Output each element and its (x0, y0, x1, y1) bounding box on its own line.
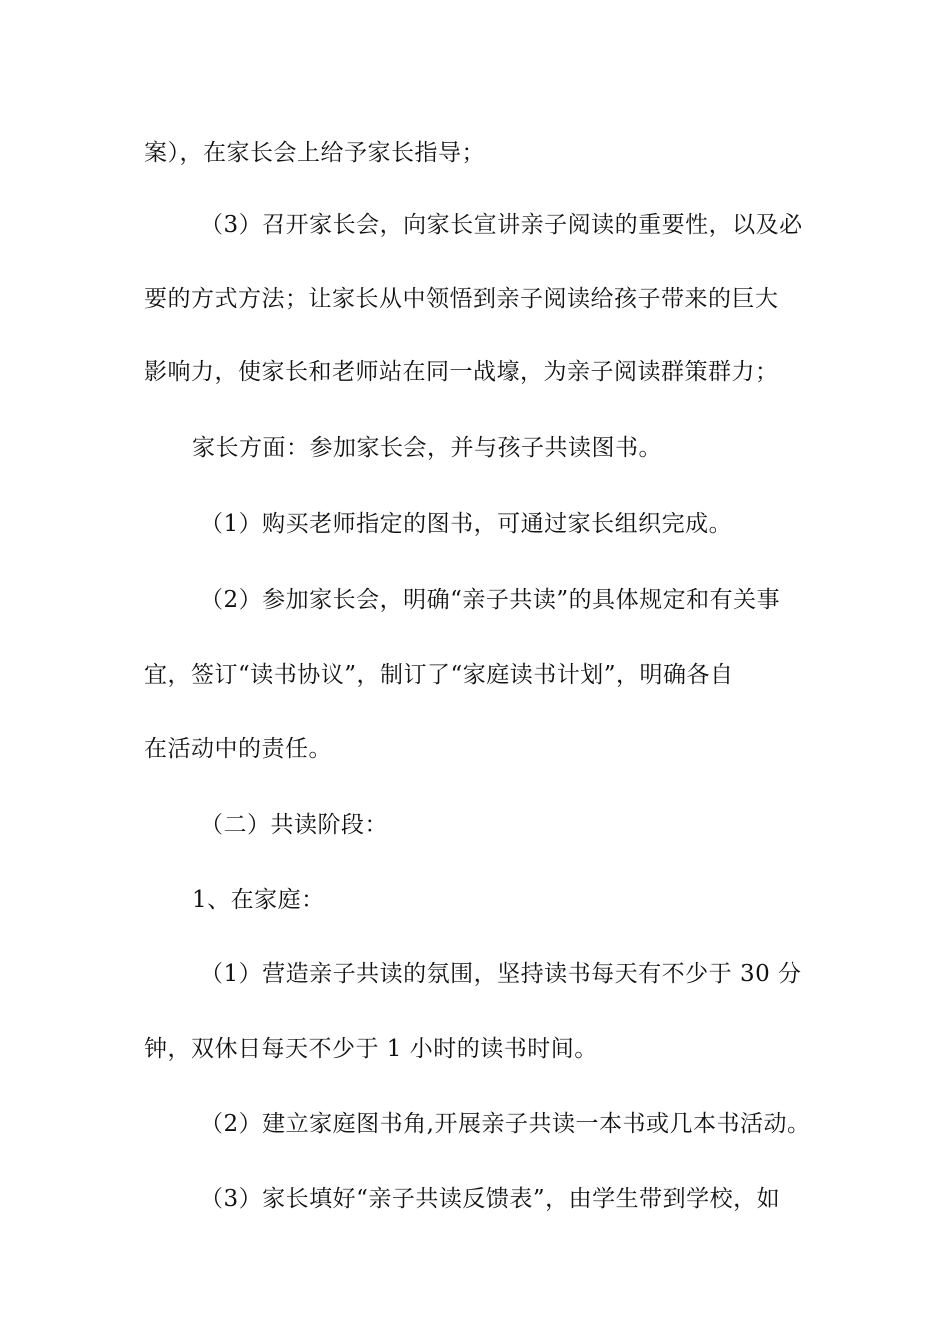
text-line: 家长方面：参加家长会，并与孩子共读图书。 (192, 435, 662, 461)
text-line: （1）购买老师指定的图书，可通过家长组织完成。 (200, 511, 733, 537)
text-line: （3）召开家长会，向家长宣讲亲子阅读的重要性，以及必 (200, 212, 803, 238)
text-line: （2）参加家长会，明确“亲子共读”的具体规定和有关事 (200, 587, 781, 613)
text-line: 在活动中的责任。 (144, 736, 332, 762)
text-line: 钟，双休日每天不少于 1 小时的读书时间。 (144, 1036, 598, 1062)
text-line: 1、在家庭： (192, 887, 325, 913)
text-line: （3）家长填好“亲子共读反馈表”，由学生带到学校，如 (200, 1186, 781, 1212)
text-line: 宜，签订“读书协议”，制订了“家庭读书计划”，明确各自 (144, 662, 734, 688)
text-line: 影响力，使家长和老师站在同一战壕，为亲子阅读群策群力； (144, 359, 779, 385)
text-line: 要的方式方法；让家长从中领悟到亲子阅读给孩子带来的巨大 (144, 286, 779, 312)
text-line: （1）营造亲子共读的氛围，坚持读书每天有不少于 30 分 (200, 961, 802, 987)
text-line: （二）共读阶段： (200, 812, 388, 838)
text-line: （2）建立家庭图书角,开展亲子共读一本书或几本书活动。 (200, 1111, 811, 1137)
text-line: 案），在家长会上给予家长指导； (144, 140, 485, 166)
